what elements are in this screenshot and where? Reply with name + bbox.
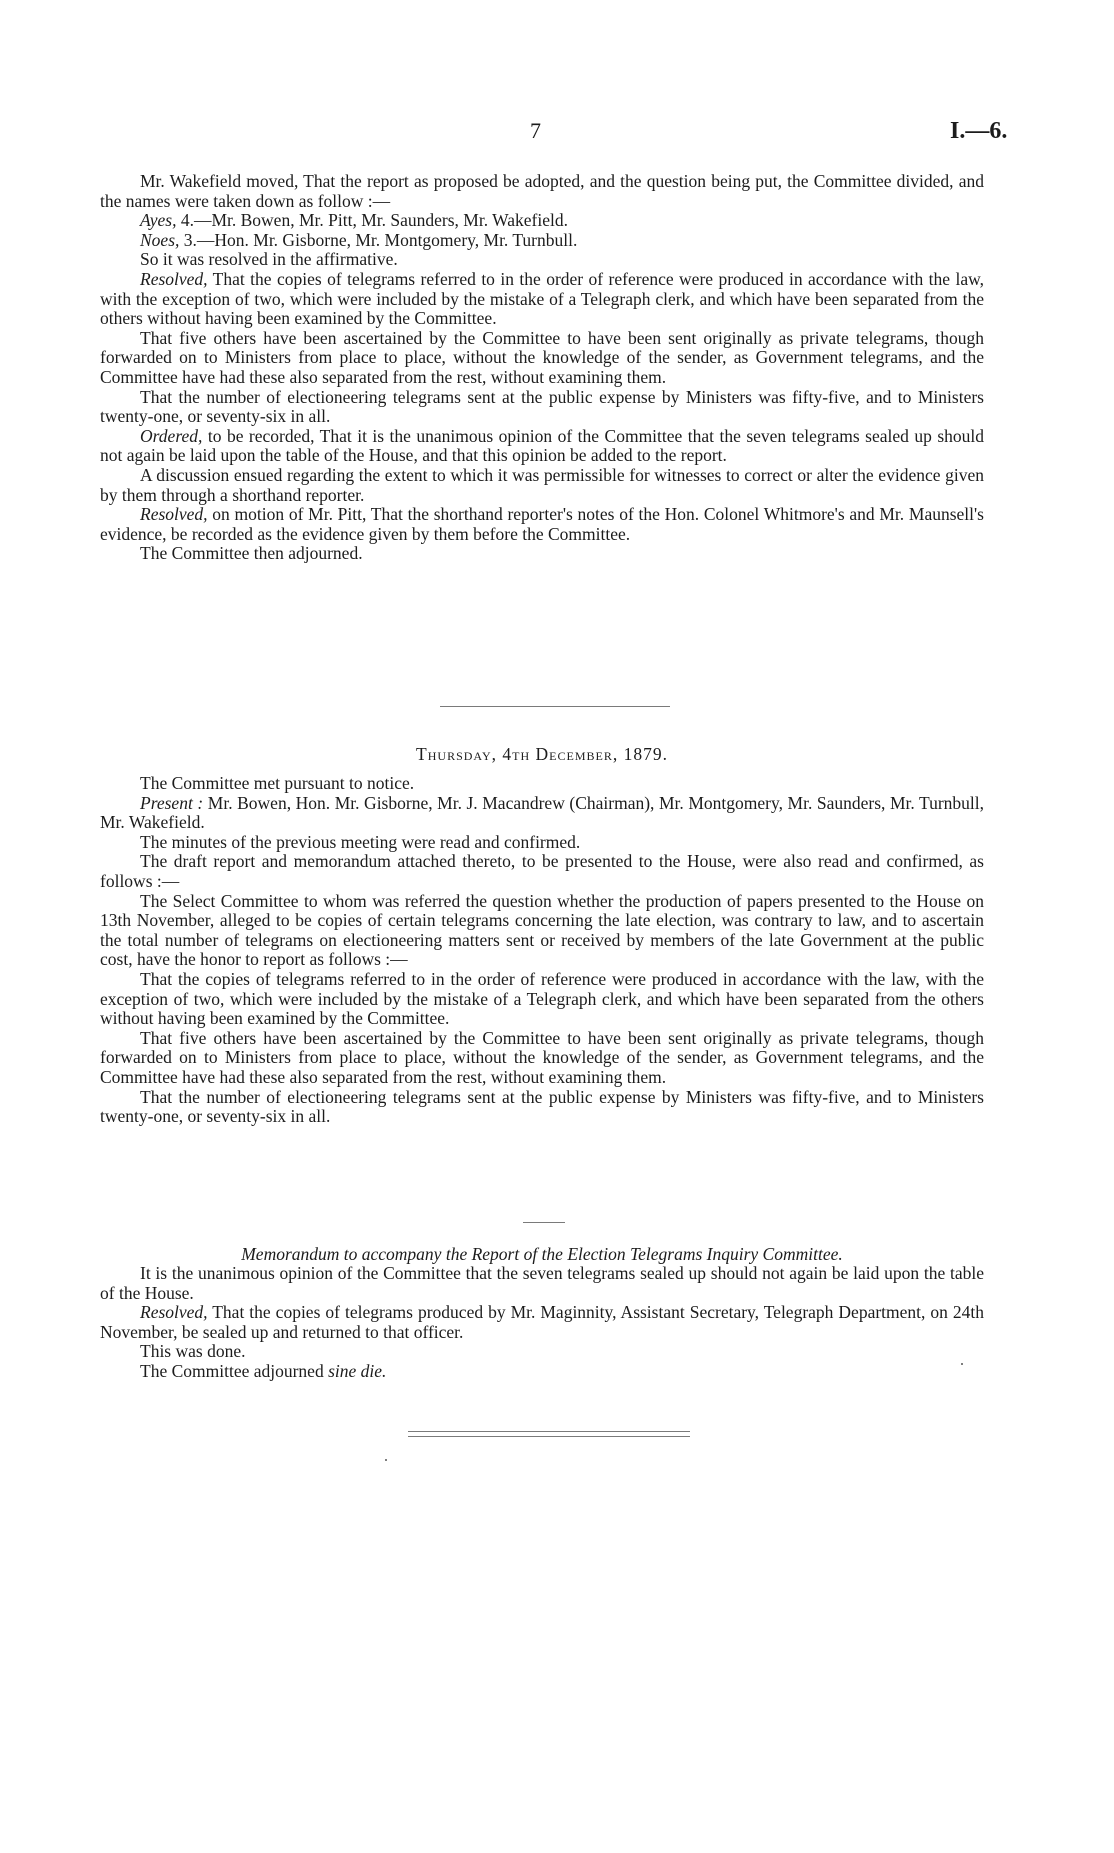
page-number: 7 xyxy=(530,118,541,143)
paragraph-minutes-read: The minutes of the previous meeting were read and confirmed. xyxy=(140,831,581,852)
adjourned-text: The Committee adjourned xyxy=(140,1360,324,1381)
paragraph-present xyxy=(100,794,984,833)
section-divider-2 xyxy=(523,1222,565,1223)
paragraph-discussion: A discussion ensued regarding the extent to which it was permissible for witnesses to correct or alter the evidence given by them through a shorthand reporter. xyxy=(100,464,984,505)
paragraph-resolved-2 xyxy=(100,505,984,544)
present-text: Mr. Bowen, Hon. Mr. Gisborne, Mr. J. Macandrew (Chairman), Mr. Montgomery, Mr. Saunders, Mr. Turnbull, Mr. Wakefield. xyxy=(100,792,985,833)
ordered-text: to be recorded, That it is the unanimous opinion of the Committee that the seven telegrams sealed up should not again be laid upon the table of the House, and that this opinion be added to the report. xyxy=(100,425,985,466)
speck-mark-2 xyxy=(385,1459,387,1461)
paper-reference: I.—6. xyxy=(950,118,1008,144)
sine-die-text: sine die. xyxy=(328,1360,387,1381)
paragraph-copies-telegrams: That the copies of telegrams referred to in the order of reference were produced in accordance with the law, with the exception of two, which were included by the mistake of a Telegraph clerk, and which have been separated from the others without having been examined by the Committee. xyxy=(100,968,984,1029)
paragraph-resolved-affirmative: So it was resolved in the affirmative. xyxy=(140,249,398,270)
meeting-date-heading: Thursday, 4th December, 1879. xyxy=(416,744,668,764)
ayes-label: Ayes, xyxy=(140,210,177,231)
resolved-text-2: on motion of Mr. Pitt, That the shorthand reporter's notes of the Hon. Colonel Whitmore's and Mr. Maunsell's evidence, be recorded as the evidence given by them before the Committee. xyxy=(100,504,984,544)
noes-text: 3.—Hon. Mr. Gisborne, Mr. Montgomery, Mr. Turnbull. xyxy=(183,229,578,250)
paragraph-adjourned-sine-die xyxy=(100,1362,984,1382)
ordered-label: Ordered, xyxy=(140,425,203,446)
speck-mark xyxy=(961,1363,963,1365)
end-rule-1 xyxy=(408,1431,690,1432)
memorandum-section xyxy=(100,1264,984,1382)
paragraph-resolved-sealed xyxy=(100,1303,984,1342)
paragraph-select-committee: The Select Committee to whom was referred the question whether the production of papers presented to the House on 13th November, alleged to be copies of certain telegrams concerning the late election, was contrary to law, and to ascertain the total number of telegrams on electioneering matters sent or received by members of the late Government at the public cost, have the honor to report as follows :— xyxy=(100,890,984,970)
paragraph-resolved xyxy=(100,270,984,329)
end-rule-2 xyxy=(408,1436,690,1437)
minutes-section-2 xyxy=(100,774,984,1127)
paragraph-five-others: That five others have been ascertained by the Committee to have been sent originally as private telegrams, though forwarded on to Ministers from place to place, without the knowledge of the sender, as Government telegrams, and the Committee have had these also separated from the rest, without examining them. xyxy=(100,327,984,387)
paragraph-noes xyxy=(100,231,984,251)
paragraph-number-telegrams-2: That the number of electioneering telegrams sent at the public expense by Ministers was fifty-five, and to Ministers twenty-one, or seventy-six in all. xyxy=(100,1086,984,1127)
paragraph-wakefield-moved: Mr. Wakefield moved, That the report as proposed be adopted, and the question being put, the Committee divided, and the names were taken down as follow :— xyxy=(100,171,984,211)
resolved-label: Resolved, xyxy=(140,268,208,289)
resolved-text: That the copies of telegrams referred to in the order of reference were produced in accordance with the law, with the exception of two, which were included by the mistake of a Telegraph clerk, and which have been separated from the others without having been examined by the Committee. xyxy=(100,268,984,329)
paragraph-ordered xyxy=(100,427,984,466)
resolved-label-2: Resolved, xyxy=(140,504,208,525)
paragraph-ayes xyxy=(100,211,984,231)
resolved-label-3: Resolved, xyxy=(140,1302,208,1323)
resolved-text-3: That the copies of telegrams produced by Mr. Maginnity, Assistant Secretary, Telegraph Department, on 24th November, be sealed up and returned to that officer. xyxy=(100,1302,984,1342)
paragraph-number-telegrams: That the number of electioneering telegrams sent at the public expense by Ministers was fifty-five, and to Ministers twenty-one, or seventy-six in all. xyxy=(100,386,984,427)
ayes-text: 4.—Mr. Bowen, Mr. Pitt, Mr. Saunders, Mr. Wakefield. xyxy=(180,210,568,231)
minutes-section-1 xyxy=(100,172,984,564)
paragraph-five-others-2: That five others have been ascertained by the Committee to have been sent originally as private telegrams, though forwarded on to Ministers from place to place, without the knowledge of the sender, as Government telegrams, and the Committee have had these also separated from the rest, without examining them. xyxy=(100,1027,984,1087)
memorandum-heading: Memorandum to accompany the Report of the Election Telegrams Inquiry Committee. xyxy=(241,1244,843,1264)
paragraph-met: The Committee met pursuant to notice. xyxy=(140,773,415,793)
paragraph-unanimous-opinion: It is the unanimous opinion of the Committee that the seven telegrams sealed up should not again be laid upon the table of the House. xyxy=(100,1263,984,1303)
paragraph-done: This was done. xyxy=(140,1341,246,1362)
noes-label: Noes, xyxy=(140,229,180,250)
present-label: Present : xyxy=(140,792,204,813)
section-divider-1 xyxy=(440,706,670,707)
paragraph-draft-report: The draft report and memorandum attached thereto, to be presented to the House, were also read and confirmed, as follows :— xyxy=(100,851,984,891)
paragraph-adjourned: The Committee then adjourned. xyxy=(140,543,363,564)
